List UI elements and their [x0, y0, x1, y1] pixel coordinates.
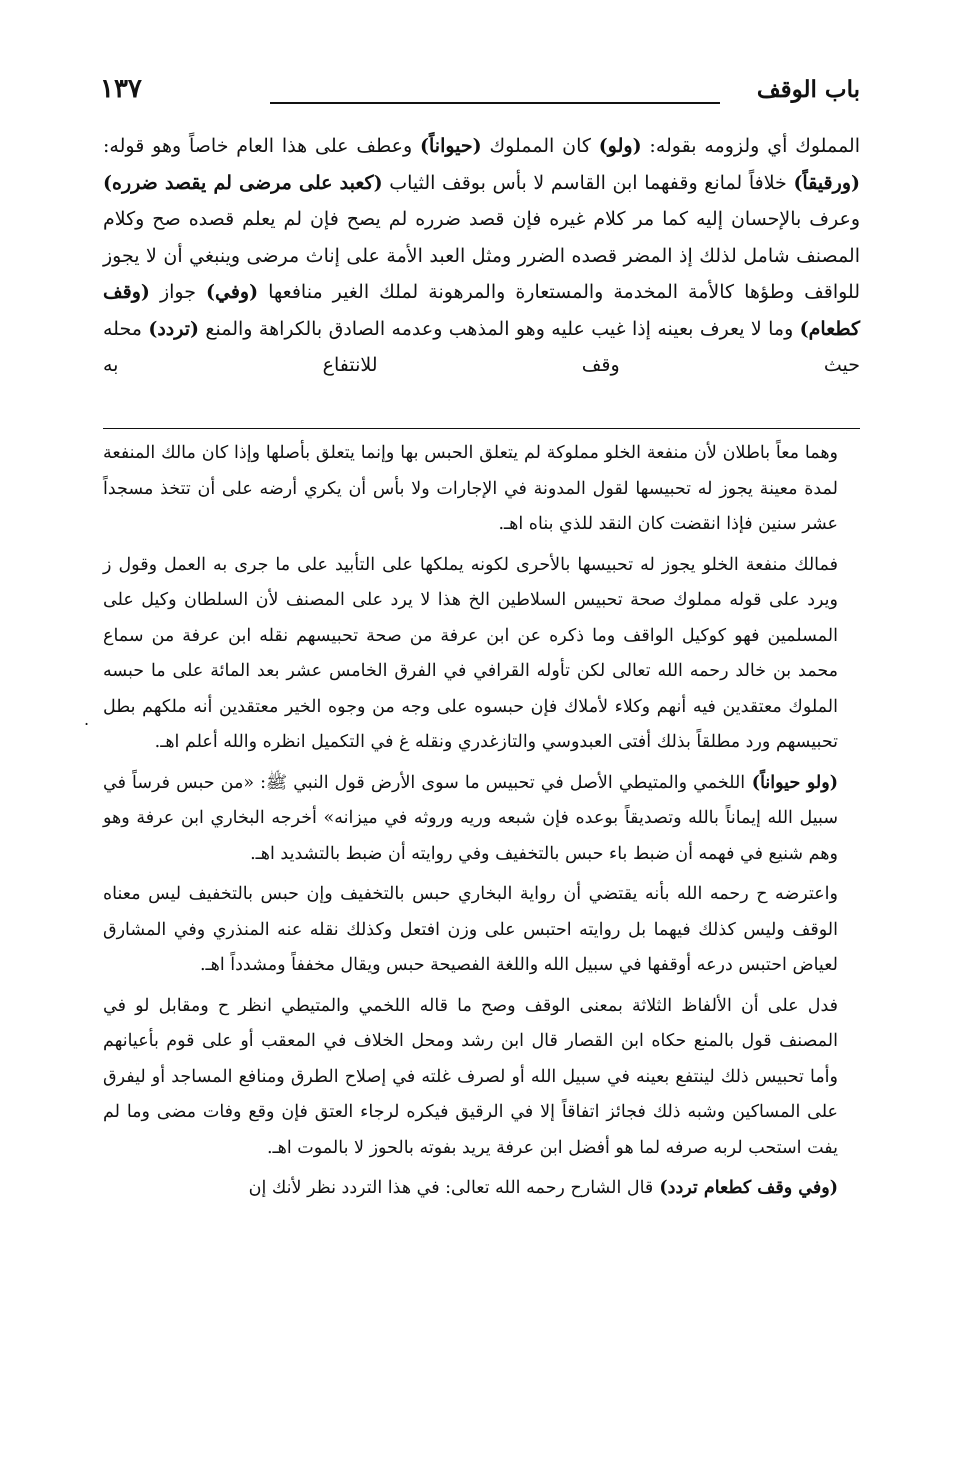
bold-lemma: (كعبد على مرضى لم يقصد ضرره)	[103, 171, 383, 194]
commentary-text: وهما معاً باطلان لأن منفعة الخلو مملوكة لم يتعلق الحبس بها وإنما يتعلق بأصلها وإذا كان مالك المنفعة لمدة معينة يجوز له تحبيسها لقول المدونة في الإجارات ولا بأس أن يكري أرضه على أن تتخذ مسجداً عشر سنين فإذا انقضت كان النقد للذي بناه اهـ.	[103, 443, 838, 534]
bold-lemma: (وقف كطعام)	[103, 281, 860, 340]
commentary-text: واعترضه ح رحمه الله بأنه يقتضي أن رواية البخاري حبس بالتخفيف وإن حبس بالتخفيف ليس معناه الوقف وليس كذلك فيهما بل روايته احتبس على وزن افتعل وكذلك نقله عنه المنذري وفي المشارق لعياض احتبس درعه أوقفها في سبيل الله واللغة الفصيحة حبس ويقال مخففاً ومشدداً اهـ.	[103, 884, 838, 975]
commentary-lemma: (ولو حيواناً)	[745, 772, 838, 793]
running-header	[100, 74, 860, 110]
commentary-text: اللخمي والمتيطي الأصل في تحبيس ما سوى الأرض قول النبي ﷺ: «من حبس فرساً في سبيل الله إيماناً بالله وتصديقاً بوعده فإن شبعه وريه وروثه في ميزانه» أخرجه البخاري ابن عرفة وهو وهم شنيع في فهمه أن ضبط باء حبس بالتخفيف وفي روايته أن ضبط بالتشديد اهـ.	[103, 772, 838, 864]
bold-lemma: (ولو)	[598, 135, 642, 157]
main-text-block	[103, 128, 860, 384]
bold-lemma: (حيواناً)	[420, 135, 482, 157]
commentary-paragraph	[103, 766, 860, 873]
commentary-paragraph	[103, 989, 860, 1167]
commentary-paragraph	[103, 436, 860, 543]
page-number: ١٣٧	[100, 74, 142, 104]
commentary-paragraph	[103, 548, 860, 761]
main-paragraph: المملوك أي ولزومه بقوله: (ولو) كان المملوك (حيواناً) وعطف على هذا العام خاصاً وهو قوله: (ورقيقاً) خلافاً لمانع وقفهما ابن القاسم لا بأس بوقف الثياب (كعبد على مرضى لم يقصد ضرره) وعرف بالإحسان إليه كما مر كلام غيره فإن قصد ضرره لم يصح فإن لم يعلم قصده صح وكلام المصنف شامل لذلك إذ المضر قصده الضرر ومثل العبد الأمة على إناث مرضى وينبغي أن لا يجوز للواقف وطؤها كالأمة المخدمة والمستعارة والمرهونة لملك الغير منافعها (وفي) جواز (وقف كطعام) وما لا يعرف بعينه إذا غيب عليه وهو المذهب وعدمه الصادق بالكراهة والمنع (تردد) محله حيث وقف للانتفاع به	[103, 135, 860, 376]
header-rule	[270, 102, 720, 104]
commentary-lemma: (وفي وقف كطعام تردد)	[653, 1178, 838, 1198]
margin-mark: .	[84, 710, 90, 729]
commentary-text: قال الشارح رحمه الله تعالى: في هذا التردد نظر لأنك إن	[248, 1178, 654, 1198]
footnote-separator	[103, 428, 860, 429]
commentary-block	[103, 436, 860, 1207]
commentary-paragraph	[103, 1171, 860, 1207]
bold-lemma: (تردد)	[148, 317, 200, 340]
commentary-text: فدل على أن الألفاظ الثلاثة بمعنى الوقف وصح ما قاله اللخمي والمتيطي انظر ح ومقابل لو في المصنف قول بالمنع حكاه ابن القصار قال ابن رشد ومحل الخلاف في المعقب أو على قوم بأعيانهم وأما تحبيس ذلك لينتفع بعينه في سبيل الله أو لصرف غلته في إصلاح الطرق ومنافع المساجد أو ليفرق على المساكين وشبه ذلك فجائز اتفاقاً إلا في الرقيق فيكره لرجاء العتق فإن وقع وفات مضى وما لم يفت استحب لربه صرفه لما هو أفضل ابن عرفة يريد بفوته بالحوز لا بالموت اهـ.	[103, 995, 838, 1158]
commentary-text: فمالك منفعة الخلو يجوز له تحبيسها بالأحرى لكونه يملكها على التأبيد على ما جرى به العمل وقول ز ويرد على قوله مملوك صحة تحبيس السلاطين الخ هذا لا يرد على المصنف لأن السلطان وكيل على المسلمين فهو كوكيل الواقف وما ذكره عن ابن عرفة من صحة تحبيسهم نقله ابن عرفة من سماع محمد بن خالد رحمه الله تعالى لكن تأوله القرافي في الفرق الخامس عشر بعد المائة على ما حبسه الملوك معتقدين فيه أنهم وكلاء لأملاك فإن حبسوه على وجه من وجوه الخير معتقدين أنه ملكهم بطل تحبيسهم ورد مطلقاً بذلك أفتى العبدوسي والتازغدري ونقله غ في التكميل انظره والله أعلم اهـ.	[103, 554, 838, 752]
chapter-title: باب الوقف	[756, 76, 860, 103]
commentary-paragraph	[103, 877, 860, 984]
bold-lemma: (ورقيقاً)	[793, 171, 860, 194]
bold-lemma: (وفي)	[206, 281, 259, 303]
